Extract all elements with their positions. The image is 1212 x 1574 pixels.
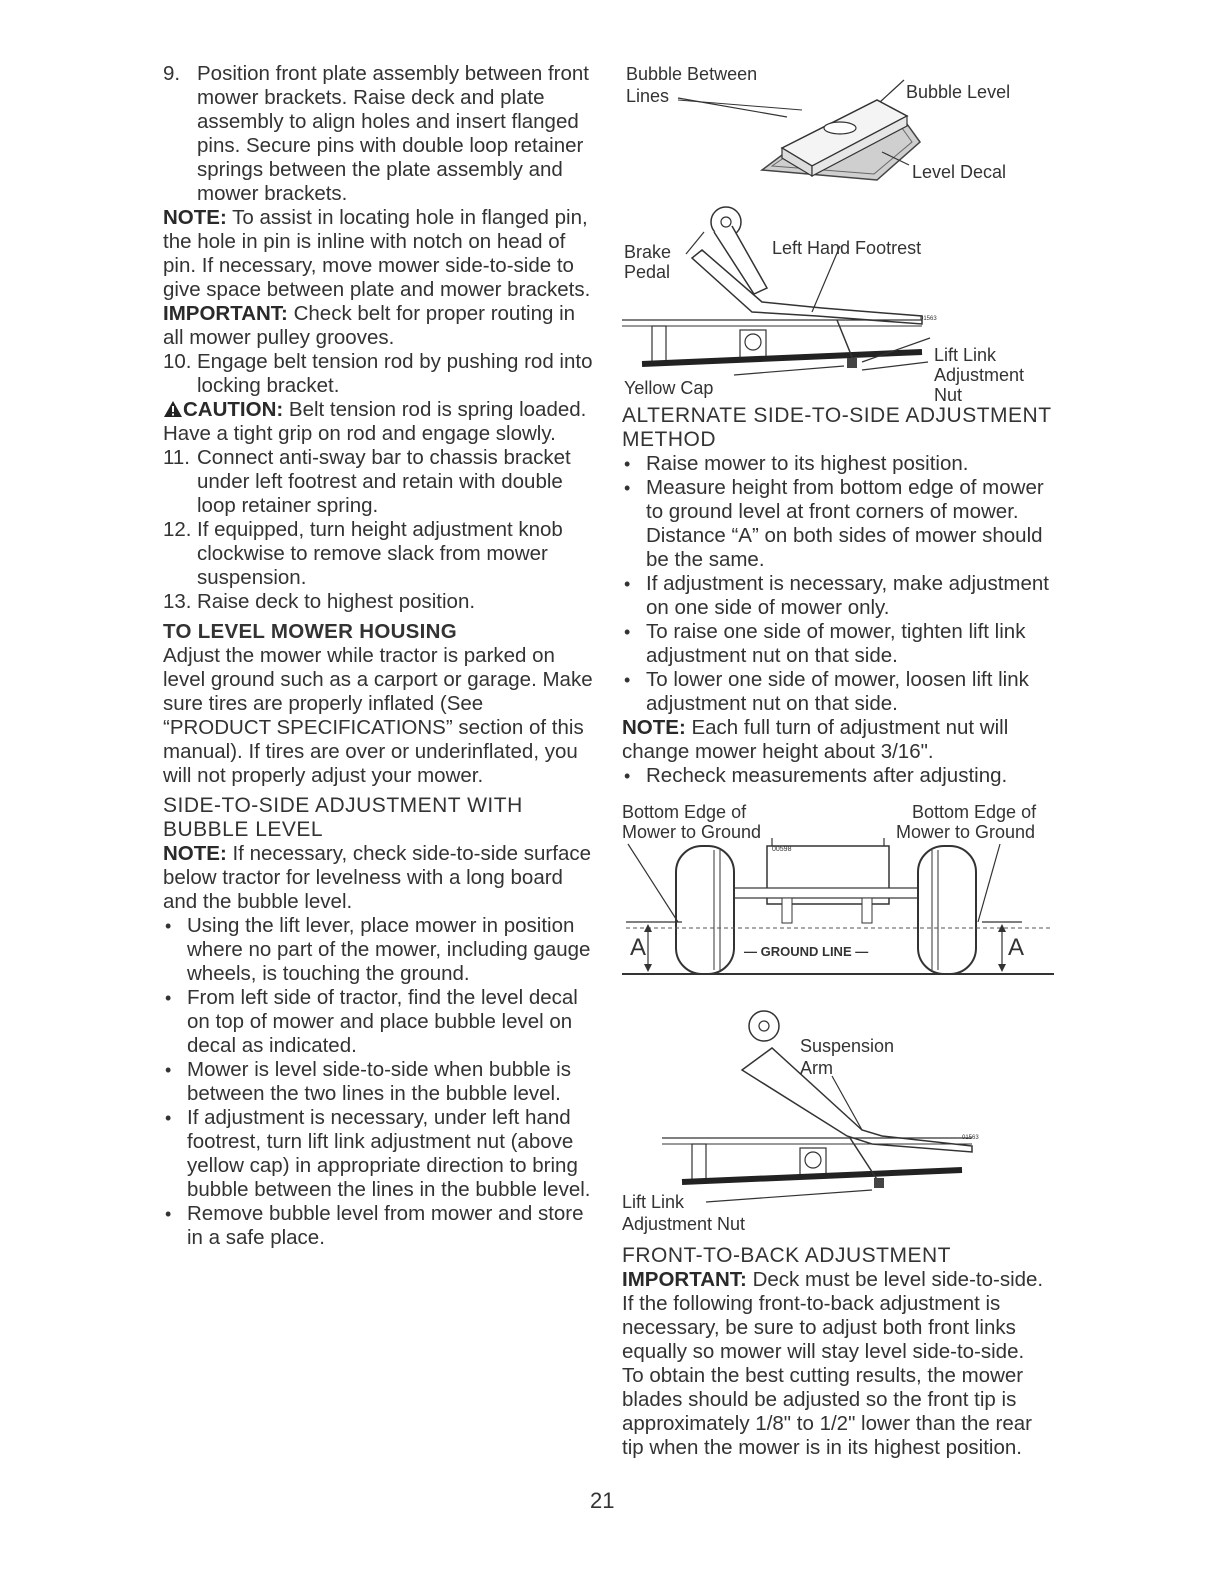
label-bottom-edge-right-1: Bottom Edge of [912,802,1037,822]
list-item: • Recheck measurements after adjusting. [624,764,1008,787]
level-intro-text: Adjust the mower while tractor is parked on level ground such as a carport or garage. Make sure tires are properly inflated (See “PRODUCT SPECIFICATIONS” section of this manual). If tires are over or underinflated, you will not properly adjust your mower. [163,644,593,787]
label-suspension: Suspension [800,1036,895,1056]
label-brake: Brake [624,242,672,262]
step-11: 11. Connect anti-sway bar to chassis bracket under left footrest and retain with double loop retainer spring. [163,446,571,517]
list-item: • Remove bubble level from mower and store in a safe place. [165,1202,584,1249]
label-ground-line: — GROUND LINE — [744,944,869,959]
important-deck-level: IMPORTANT: Deck must be level side-to-side. If the following front-to-back adjustment is necessary, be sure to adjust both front links equally so mower will stay level side-to-side. [622,1268,1044,1363]
label-nut: Nut [934,385,963,405]
list-item: • Raise mower to its highest position. [624,452,969,475]
step-13: 13. Raise deck to highest position. [163,590,476,613]
list-item: • If adjustment is necessary, under left hand footrest, turn lift link adjustment nut (above yellow cap) in appropriate direction to bring bubble between the lines in the bubble level. [165,1106,591,1201]
label-left-hand-footrest: Left Hand Footrest [772,238,922,258]
label-lift-link: Lift Link [934,345,997,365]
label-bottom-edge-left-2: Mower to Ground [622,822,762,842]
note-adjustment-nut: NOTE: Each full turn of adjustment nut will change mower height about 3/16". [622,716,1009,763]
label-a-left: A [630,934,647,961]
figure-code: 00598 [772,846,792,853]
label-bubble-between: Bubble Between [626,64,758,84]
label-pedal: Pedal [624,262,671,282]
figure-code: 01563 [962,1135,979,1141]
note-levelness: NOTE: If necessary, check side-to-side surface below tractor for levelness with a long board and the bubble level. [163,842,591,913]
note-flanged-pin: NOTE: To assist in locating hole in flanged pin, the hole in pin is inline with notch on head of pin. If necessary, move mower side-to-side to give space between plate and mower brackets. [163,206,591,301]
warning-icon [163,400,183,418]
list-item: • From left side of tractor, find the level decal on top of mower and place bubble level on decal as indicated. [165,986,578,1057]
caution-tension-rod: CAUTION: Belt tension rod is spring loaded. Have a tight grip on rod and engage slowly. [163,398,587,445]
blade-adjust-text: To obtain the best cutting results, the mower blades should be adjusted so the front tip is approximately 1/8" to 1/2" lower than the rear tip when the mower is in its highest position. [622,1364,1032,1459]
step-9: 9. Position front plate assembly between front mower brackets. Raise deck and plate assembly to align holes and insert flanged pins. Secure pins with double loop retainer springs between the plate assembly and mower brackets. [163,62,589,205]
heading-level-mower-housing: TO LEVEL MOWER HOUSING [163,620,458,643]
heading-front-to-back: FRONT-TO-BACK ADJUSTMENT [622,1244,951,1267]
right-column [622,62,1054,1460]
list-item: • Mower is level side-to-side when bubble is between the two lines in the bubble level. [165,1058,571,1105]
heading-side-to-side-bubble: SIDE-TO-SIDE ADJUSTMENT WITH BUBBLE LEVEL [163,794,523,841]
label-lines: Lines [626,86,670,106]
page-number: 21 [590,1488,615,1513]
step-12: 12. If equipped, turn height adjustment knob clockwise to remove slack from mower suspension. [163,518,563,589]
list-item: • To lower one side of mower, loosen lift link adjustment nut on that side. [624,668,1029,715]
label-adjustment: Adjustment [934,365,1025,385]
suspension-arm-figure [622,1006,1054,1238]
label-bottom-edge-left-1: Bottom Edge of [622,802,747,822]
important-belt: IMPORTANT: Check belt for proper routing in all mower pulley grooves. [163,302,576,349]
list-item: • To raise one side of mower, tighten lift link adjustment nut on that side. [624,620,1026,667]
heading-alternate-method: ALTERNATE SIDE-TO-SIDE ADJUSTMENT METHOD [622,404,1052,451]
label-yellow-cap: Yellow Cap [624,378,714,398]
label-a-right: A [1008,934,1025,961]
list-item: • Using the lift lever, place mower in position where no part of the mower, including gauge wheels, is touching the ground. [165,914,591,985]
list-item: • Measure height from bottom edge of mower to ground level at front corners of mower. Distance “A” on both sides of mower should be the same. [624,476,1044,571]
label-adjustment-nut: Adjustment Nut [622,1214,746,1234]
bubble-level-figure [622,62,1054,202]
label-lift-link-2: Lift Link [622,1192,685,1212]
lift-link-figure [622,202,1054,410]
left-column [163,62,595,1250]
label-arm: Arm [800,1058,833,1078]
label-bottom-edge-right-2: Mower to Ground [896,822,1036,842]
list-item: • If adjustment is necessary, make adjustment on one side of mower only. [624,572,1049,619]
step-10: 10. Engage belt tension rod by pushing rod into locking bracket. [163,350,593,397]
figure-code: 01563 [920,316,937,322]
label-level-decal: Level Decal [912,162,1007,182]
ground-line-figure [622,798,1054,998]
label-bubble-level: Bubble Level [906,82,1011,102]
